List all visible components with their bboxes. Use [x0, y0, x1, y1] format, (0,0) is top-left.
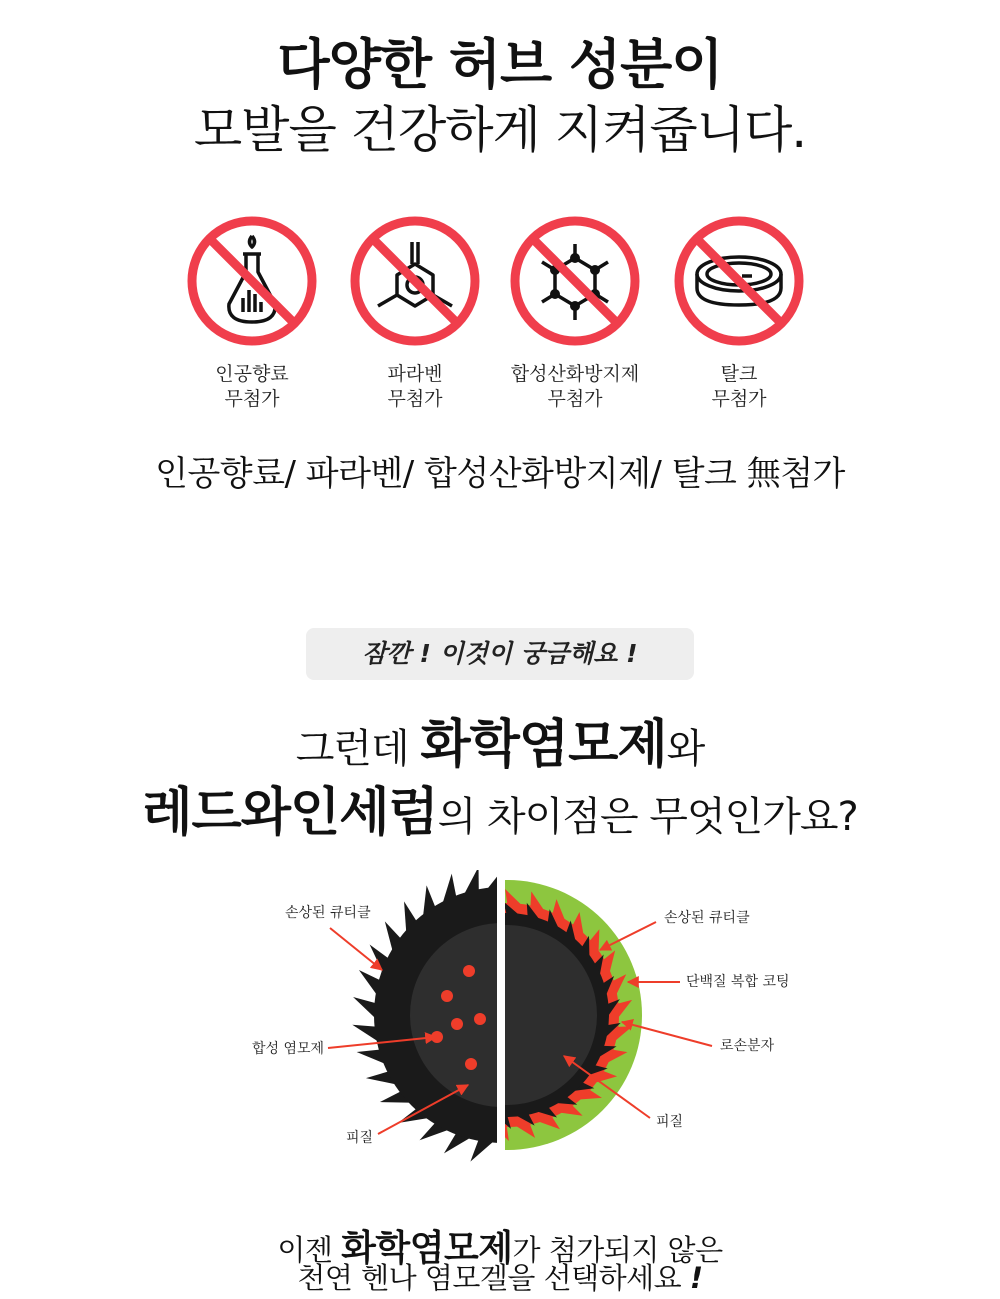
molecule-icon — [348, 214, 482, 348]
right-label-cortex: 피질 — [656, 1114, 684, 1130]
question-line-2: 레드와인세럼의 차이점은 무엇인가요? — [142, 783, 858, 843]
hexagon-molecule-icon — [508, 214, 642, 348]
no-artificial-fragrance-icon — [185, 214, 319, 348]
no-paraben-icon — [348, 214, 482, 348]
icon-label-antioxidant: 합성산화방지제 무첨가 — [510, 363, 640, 410]
icon-label-paraben: 파라벤 무첨가 — [387, 363, 443, 410]
icon-label-talc: 탈크 무첨가 — [711, 363, 767, 410]
summary-line: 인공향료/ 파라벤/ 합성산화방지제/ 탈크 無첨가 — [155, 454, 845, 494]
right-label-cuticle: 손상된 큐티클 — [664, 910, 750, 926]
no-talc-icon — [672, 214, 806, 348]
left-label-cuticle: 손상된 큐티클 — [285, 905, 371, 921]
question-line-1: 그런데 화학염모제와 — [295, 715, 705, 775]
hair-cross-section-diagram — [0, 870, 1000, 1170]
right-label-coating: 단백질 복합 코팅 — [686, 974, 790, 990]
headline-line-2: 모발을 건강하게 지켜줍니다. — [193, 101, 807, 159]
headline-line-1: 다양한 허브 성분이 — [277, 33, 723, 96]
left-label-cortex: 피질 — [346, 1130, 374, 1146]
flask-icon — [185, 214, 319, 348]
right-label-lawsone: 로손분자 — [720, 1038, 775, 1054]
dish-icon — [672, 214, 806, 348]
footer-line-1: 이젠 화학염모제가 첨가되지 않은 — [277, 1228, 723, 1269]
footer-line-2: 천연 헨나 염모겔을 선택하세요 ! — [297, 1261, 703, 1295]
left-label-dye: 합성 염모제 — [252, 1041, 325, 1057]
no-synthetic-antioxidant-icon — [508, 214, 642, 348]
icon-label-fragrance: 인공향료 무첨가 — [215, 363, 289, 410]
question-badge: 잠깐 ! 이것이 궁금해요 ! — [306, 628, 694, 680]
